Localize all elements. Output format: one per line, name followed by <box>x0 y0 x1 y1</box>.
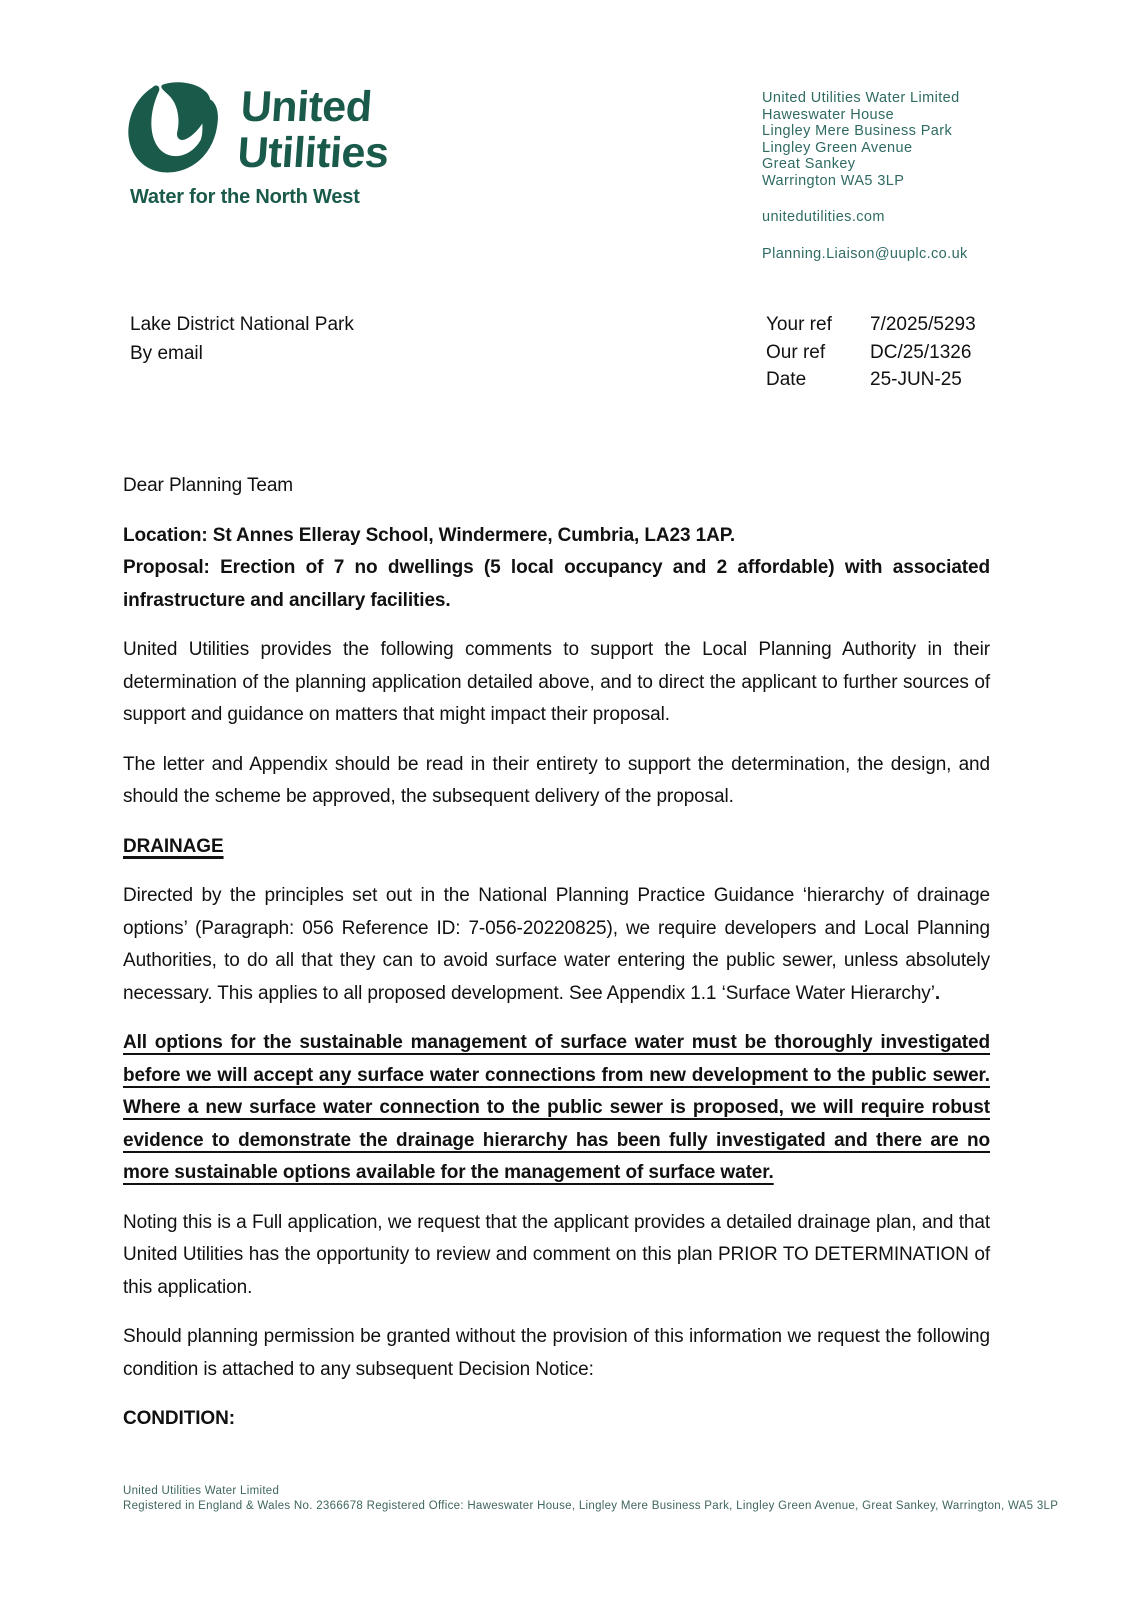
proposal-line: Proposal: Erection of 7 no dwellings (5 local occupancy and 2 affordable) with associated infrastructure and ancillary facilities. <box>123 557 990 611</box>
recipient-name: Lake District National Park <box>130 314 354 335</box>
united-utilities-logo-icon <box>122 80 220 178</box>
brand-wordmark-line1: United <box>239 83 374 131</box>
paragraph-noting-full-application: Noting this is a Full application, we request that the applicant provides a detailed drainage plan, and that United Utilities has the opportunity to review and comment on this plan PRIOR TO DETERMINATION of this application. <box>123 1211 990 1298</box>
sender-address-block <box>762 90 1042 262</box>
your-ref-row <box>766 311 976 339</box>
our-ref-label: Our ref <box>766 341 826 363</box>
paragraph-hierarchy: Directed by the principles set out in the National Planning Practice Guidance ‘hierarchy of drainage options’ (Paragraph: 056 Reference ID: 7-056-20220825), we require developers and Local Planning Authorities, to do all that they can to avoid surface water entering the public sewer, unless absolutely necessary. This applies to all proposed development. See Appendix 1.1 ‘Surface Water Hierarchy’. <box>123 885 990 1004</box>
paragraph-should-permission: Should planning permission be granted without the provision of this information we request the following condition is attached to any subsequent Decision Notice: <box>123 1326 990 1380</box>
our-ref-row <box>766 339 976 367</box>
hierarchy-bold-period: . <box>934 982 941 1004</box>
date-label: Date <box>766 369 807 390</box>
paragraph-surface-water-requirement: All options for the sustainable management of surface water must be thoroughly investigated before we will accept any surface water connections from new development to the public sewer. Where a new surface water connection to the public sewer is proposed, we will require robust evidence to demonstrate the drainage hierarchy has been fully investigated and there are no more sustainable options available for the management of surface water. <box>123 1032 990 1183</box>
sender-address-line: Lingley Mere Business Park <box>762 123 953 139</box>
salutation: Dear Planning Team <box>123 475 294 496</box>
brand-wordmark <box>236 84 393 176</box>
sender-address-line: United Utilities Water Limited <box>762 90 960 106</box>
recipient-block <box>130 311 354 368</box>
reference-block <box>766 311 976 394</box>
sender-address-line: Great Sankey <box>762 156 856 172</box>
your-ref-label: Your ref <box>766 314 832 335</box>
letter-body <box>123 470 990 1436</box>
drainage-heading: DRAINAGE <box>123 835 224 857</box>
sender-address-line: Warrington WA5 3LP <box>762 172 905 189</box>
recipient-delivery-method: By email <box>130 342 203 364</box>
registered-office-footer <box>123 1484 1083 1514</box>
footer-company-name: United Utilities Water Limited <box>123 1485 280 1497</box>
sender-address-line: Lingley Green Avenue <box>762 139 913 156</box>
our-ref-value: DC/25/1326 <box>870 341 972 363</box>
date-value: 25-JUN-25 <box>870 369 962 390</box>
brand-tagline: Water for the North West <box>130 186 360 208</box>
condition-heading: CONDITION: <box>123 1408 235 1429</box>
your-ref-value: 7/2025/5293 <box>870 314 976 335</box>
sender-website: unitedutilities.com <box>762 209 885 225</box>
paragraph-intro: United Utilities provides the following comments to support the Local Planning Authority in their determination of the planning application detailed above, and to direct the applicant to further sources of support and guidance on matters that might impact their proposal. <box>123 639 990 725</box>
footer-registration-line: Registered in England & Wales No. 2366678 Registered Office: Haweswater House, Lingley Mere Business Park, Lingley Green Avenue, Great Sankey, Warrington, WA5 3LP <box>123 1500 1059 1512</box>
paragraph-entirety: The letter and Appendix should be read in their entirety to support the determination, the design, and should the scheme be approved, the subsequent delivery of the proposal. <box>123 753 990 807</box>
brand-wordmark-line2: Utilities <box>235 129 391 177</box>
sender-address-line: Haweswater House <box>762 106 895 123</box>
sender-email: Planning.Liaison@uuplc.co.uk <box>762 245 968 262</box>
date-row <box>766 366 976 394</box>
location-proposal-block <box>123 520 990 618</box>
location-line: Location: St Annes Elleray School, Windermere, Cumbria, LA23 1AP. <box>123 524 736 546</box>
